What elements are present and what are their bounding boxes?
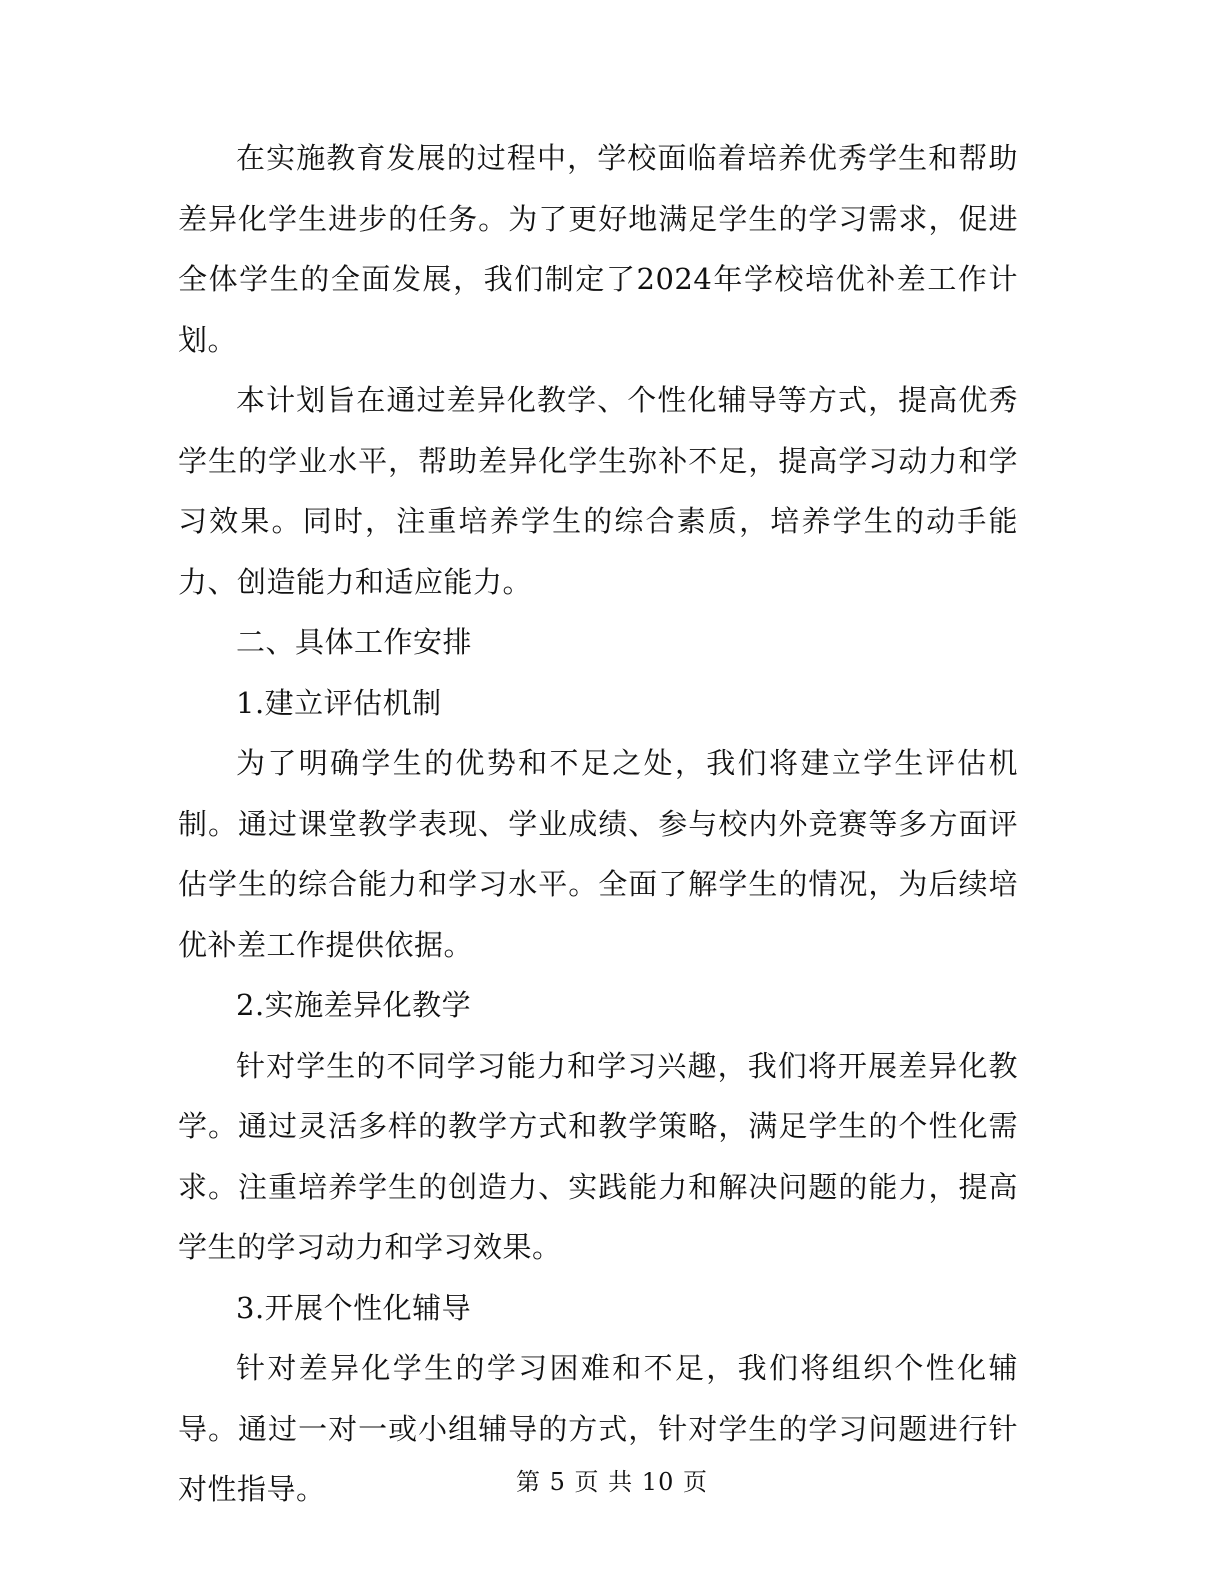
paragraph-intro: 在实施教育发展的过程中，学校面临着培养优秀学生和帮助差异化学生进步的任务。为了更好地满足学生的学习需求，促进全体学生的全面发展，我们制定了2024年学校培优补差工作计划。 [178, 141, 1018, 357]
subheading-differentiated-teaching: 2.实施差异化教学 [236, 988, 472, 1022]
page-number-footer: 第 5 页 共 10 页 [516, 1468, 708, 1496]
paragraph-evaluation: 为了明确学生的优势和不足之处，我们将建立学生评估机制。通过课堂教学表现、学业成绩、参与校内外竞赛等多方面评估学生的综合能力和学习水平。全面了解学生的情况，为后续培优补差工作提供依据。 [178, 746, 1018, 962]
paragraph-purpose: 本计划旨在通过差异化教学、个性化辅导等方式，提高优秀学生的学业水平，帮助差异化学生弥补不足，提高学习动力和学习效果。同时，注重培养学生的综合素质，培养学生的动手能力、创造能力和适应能力。 [178, 383, 1018, 599]
paragraph-personalized-tutoring: 针对差异化学生的学习困难和不足，我们将组织个性化辅导。通过一对一或小组辅导的方式，针对学生的学习问题进行针对性指导。 [178, 1351, 1018, 1506]
section-heading-arrangement: 二、具体工作安排 [236, 625, 473, 659]
paragraph-differentiated-teaching: 针对学生的不同学习能力和学习兴趣，我们将开展差异化教学。通过灵活多样的教学方式和教学策略，满足学生的个性化需求。注重培养学生的创造力、实践能力和解决问题的能力，提高学生的学习动力和学习效果。 [178, 1048, 1018, 1264]
subheading-personalized-tutoring: 3.开展个性化辅导 [236, 1290, 472, 1325]
document-body [178, 128, 1018, 1520]
subheading-evaluation: 1.建立评估机制 [236, 685, 442, 720]
